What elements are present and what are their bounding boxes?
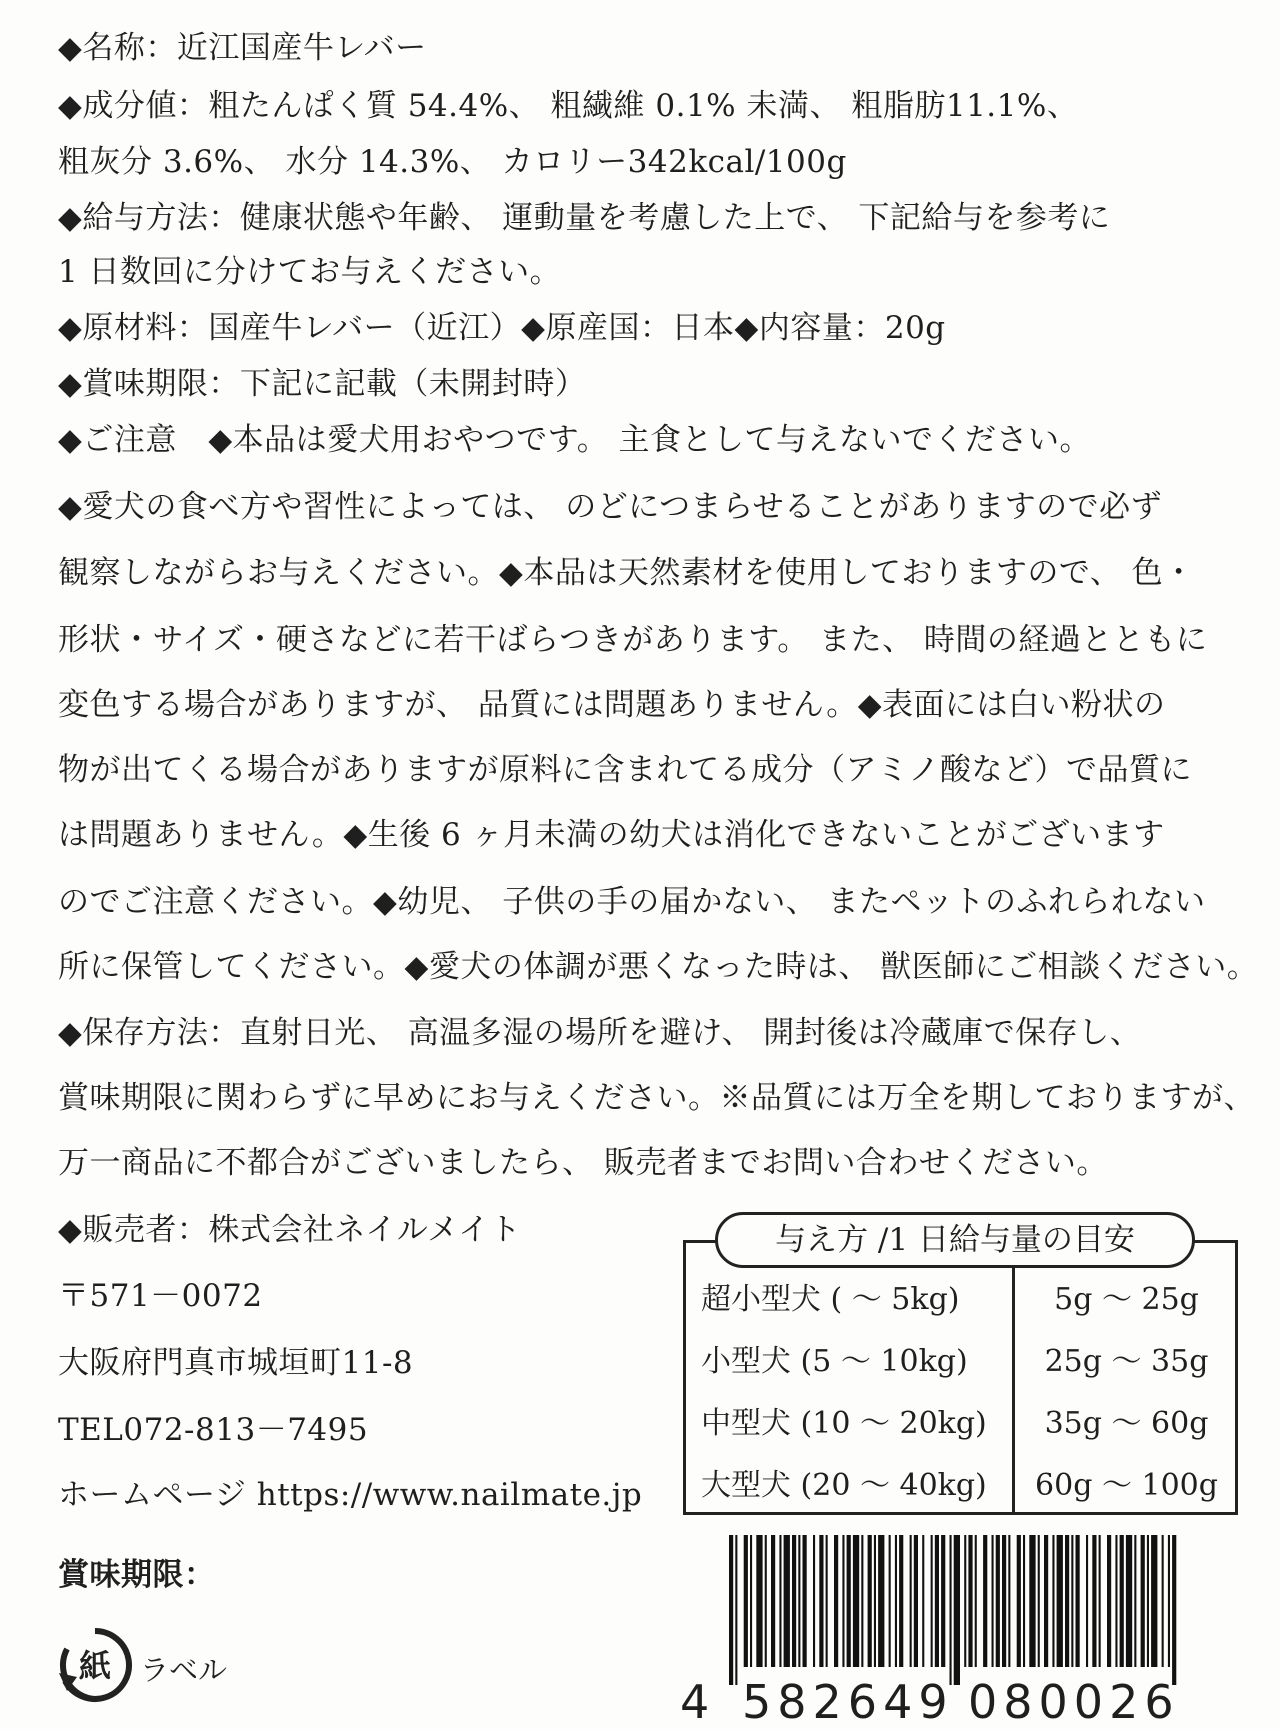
barcode-bar — [968, 1535, 972, 1667]
barcode-first-digit: 4 — [680, 1675, 716, 1729]
barcode — [680, 1535, 1190, 1729]
barcode-bar — [878, 1535, 884, 1667]
barcode-bar — [1071, 1535, 1073, 1667]
barcode-bar — [954, 1535, 960, 1685]
barcode-bar — [729, 1535, 733, 1685]
seller-homepage: ホームページ https://www.nailmate.jp — [58, 1477, 643, 1513]
feed-amount: 35g ～ 60g — [1044, 1406, 1209, 1441]
barcode-left-digits: 582649 — [742, 1675, 954, 1729]
barcode-bar — [1023, 1535, 1025, 1667]
barcode-bar — [798, 1535, 800, 1667]
barcode-bar — [992, 1535, 994, 1667]
text-line: ◆成分値：粗たんぱく質 54.4%、 粗繊維 0.1% 未満、 粗脂肪11.1%、 — [58, 88, 1079, 124]
barcode-bar — [910, 1535, 912, 1667]
table-row — [683, 1389, 1238, 1451]
barcode-bar — [765, 1535, 767, 1667]
barcode-bar — [853, 1535, 859, 1667]
text-line: 所に保管してください。◆愛犬の体調が悪くなった時は、 獣医師にご相談ください。 — [58, 949, 1259, 985]
barcode-bar — [1076, 1535, 1080, 1667]
seller-tel: TEL072-813－7495 — [58, 1412, 369, 1448]
barcode-bar — [1057, 1535, 1063, 1667]
barcode-bar — [1044, 1535, 1048, 1667]
feeding-guide-table — [683, 1265, 1238, 1513]
text-line: ◆保存方法：直射日光、 高温多湿の場所を避け、 開封後は冷蔵庫で保存し、 — [58, 1015, 1142, 1051]
barcode-bar — [1162, 1535, 1164, 1667]
barcode-bar — [1107, 1535, 1111, 1667]
table-row — [683, 1451, 1238, 1513]
barcode-bar — [842, 1535, 844, 1667]
barcode-bar — [1172, 1535, 1176, 1685]
barcode-bar — [826, 1535, 828, 1667]
text-line: 形状・サイズ・硬さなどに若干ばらつきがあります。 また、 時間の経過とともに — [58, 622, 1208, 658]
text-line: 変色する場合がありますが、 品質には問題ありません。◆表面には白い粉状の — [58, 687, 1166, 723]
barcode-bar — [931, 1535, 933, 1667]
paper-recycle-icon — [55, 1625, 135, 1709]
text-line: ◆賞味期限：下記に記載（未開封時） — [58, 366, 587, 402]
barcode-bar — [1120, 1535, 1124, 1667]
barcode-bar — [868, 1535, 872, 1667]
feeding-guide-title: 与え方 /1 日給与量の目安 — [715, 1212, 1195, 1268]
barcode-bar — [1099, 1535, 1101, 1667]
barcode-bar — [1168, 1535, 1170, 1667]
text-line: 観察しながらお与えください。◆本品は天然素材を使用しておりますので、 色・ — [58, 555, 1195, 591]
barcode-bar — [819, 1535, 823, 1667]
barcode-bar — [735, 1535, 737, 1685]
recycle-mark: 紙 — [78, 1647, 112, 1685]
barcode-bar — [1115, 1535, 1117, 1667]
expiry-label: 賞味期限： — [58, 1557, 216, 1593]
barcode-bar — [914, 1535, 918, 1667]
barcode-bar — [1126, 1535, 1132, 1667]
text-line: 1 日数回に分けてお与えください。 — [58, 254, 562, 290]
barcode-bar — [1147, 1535, 1149, 1667]
text-line: ◆ご注意 ◆本品は愛犬用おやつです。 主食として与えないでください。 — [58, 422, 1092, 458]
barcode-bar — [803, 1535, 807, 1667]
text-line: 粗灰分 3.6%、 水分 14.3%、 カロリー342kcal/100g — [58, 144, 847, 180]
barcode-bar — [744, 1535, 748, 1667]
barcode-bar — [1134, 1535, 1136, 1667]
dog-size: 大型犬 (20 ～ 40kg) — [683, 1451, 1014, 1513]
barcode-bar — [895, 1535, 897, 1667]
barcode-bar — [813, 1535, 815, 1667]
barcode-bar — [983, 1535, 987, 1667]
barcode-bar — [964, 1535, 966, 1667]
barcode-bar — [834, 1535, 838, 1667]
barcode-bar — [874, 1535, 876, 1667]
table-row — [683, 1265, 1238, 1327]
text-line: のでご注意ください。◆幼児、 子供の手の届かない、 またペットのふれられない — [58, 884, 1206, 920]
barcode-bar — [950, 1535, 952, 1685]
recycle-label: ラベル — [140, 1653, 228, 1687]
text-line: 万一商品に不都合がございましたら、 販売者までお問い合わせください。 — [58, 1145, 1108, 1181]
text-line: 賞味期限に関わらずに早めにお与えください。※品質には万全を期しておりますが、 — [58, 1080, 1255, 1116]
dog-size: 小型犬 (5 ～ 10kg) — [683, 1327, 1014, 1389]
barcode-bar — [861, 1535, 863, 1667]
barcode-bar — [1141, 1535, 1145, 1667]
text-line: ◆原材料：国産牛レバー（近江）◆原産国：日本◆内容量：20g — [58, 310, 946, 346]
barcode-bar — [996, 1535, 1000, 1667]
barcode-bar — [1038, 1535, 1040, 1667]
barcode-bars — [725, 1535, 1185, 1685]
barcode-bar — [1052, 1535, 1054, 1667]
table-row — [683, 1327, 1238, 1389]
barcode-bar — [1002, 1535, 1006, 1667]
barcode-bar — [779, 1535, 781, 1667]
dog-size: 中型犬 (10 ～ 20kg) — [683, 1389, 1014, 1451]
barcode-right-digits: 080026 — [968, 1675, 1180, 1729]
barcode-bar — [784, 1535, 790, 1667]
dog-size: 超小型犬 ( ～ 5kg) — [683, 1265, 1014, 1327]
barcode-bar — [1029, 1535, 1035, 1667]
feed-amount: 5g ～ 25g — [1054, 1282, 1199, 1317]
barcode-bar — [771, 1535, 775, 1667]
seller-name: ◆販売者：株式会社ネイルメイト — [58, 1212, 522, 1248]
barcode-bar — [1008, 1535, 1010, 1667]
text-line: 物が出てくる場合がありますが原料に含まれてる成分（アミノ酸など）で品質に — [58, 752, 1192, 788]
barcode-bar — [750, 1535, 752, 1667]
text-line: は問題ありません。◆生後 6 ヶ月未満の幼犬は消化できないことがございます — [58, 817, 1165, 853]
barcode-bar — [792, 1535, 796, 1667]
text-line: ◆名称：近江国産牛レバー — [58, 30, 427, 66]
text-line: ◆愛犬の食べ方や習性によっては、 のどにつまらせることがありますので必ず — [58, 489, 1163, 525]
barcode-bar — [1086, 1535, 1088, 1667]
barcode-bar — [941, 1535, 945, 1667]
feed-amount: 25g ～ 35g — [1044, 1344, 1209, 1379]
barcode-bar — [1017, 1535, 1021, 1667]
barcode-bar — [889, 1535, 891, 1667]
feed-amount: 60g ～ 100g — [1035, 1468, 1218, 1503]
barcode-bar — [1092, 1535, 1096, 1667]
barcode-bar — [922, 1535, 924, 1667]
barcode-bar — [756, 1535, 762, 1667]
barcode-bar — [899, 1535, 903, 1667]
barcode-bar — [1065, 1535, 1069, 1667]
seller-postal: 〒571－0072 — [58, 1278, 263, 1314]
barcode-bar — [975, 1535, 977, 1667]
barcode-bar — [847, 1535, 851, 1667]
seller-address: 大阪府門真市城垣町11-8 — [58, 1345, 414, 1381]
barcode-bar — [935, 1535, 939, 1667]
barcode-bar — [1151, 1535, 1157, 1667]
text-line: ◆給与方法：健康状態や年齢、 運動量を考慮した上で、 下記給与を参考に — [58, 200, 1111, 236]
